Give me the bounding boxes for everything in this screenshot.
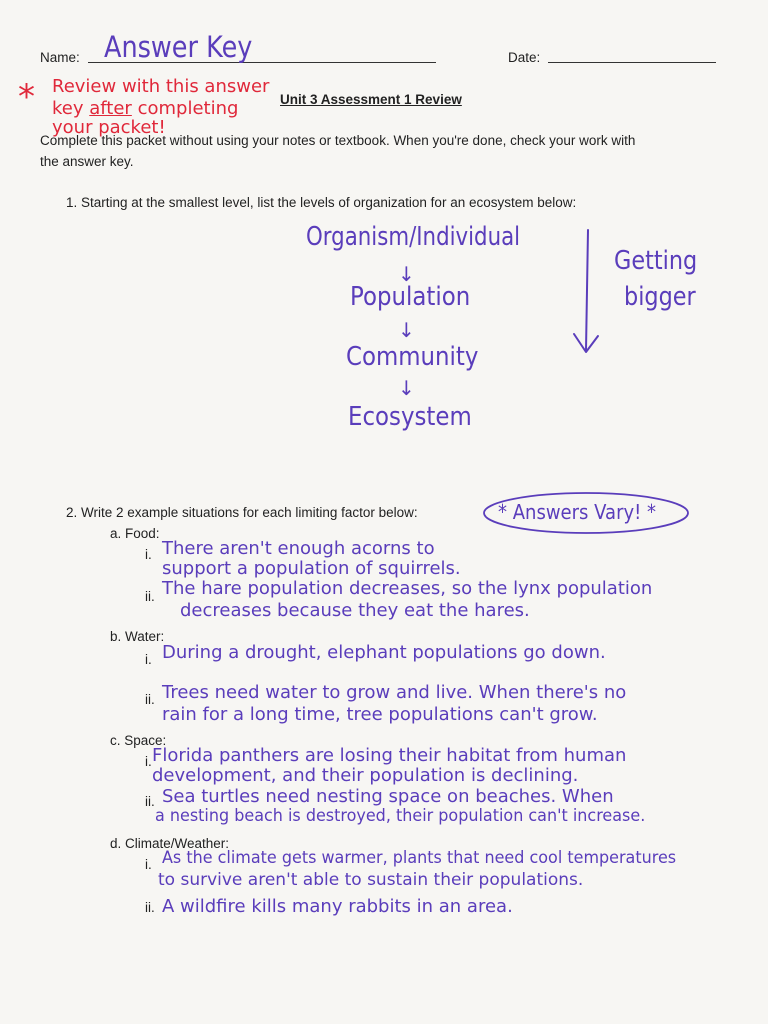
name-answer: Answer Key bbox=[104, 30, 253, 64]
answer-number: ii. bbox=[145, 900, 155, 915]
bigger-note: bigger bbox=[624, 282, 696, 312]
answer-number: i. bbox=[145, 857, 152, 872]
food-answer-2-line-2: decreases because they eat the hares. bbox=[180, 600, 530, 621]
food-answer-1-line-2: support a population of squirrels. bbox=[162, 558, 461, 579]
note-line-3: your packet! bbox=[52, 117, 166, 138]
note-after: after bbox=[89, 98, 132, 119]
q1-prompt: 1. Starting at the smallest level, list the levels of organization for an ecosystem below: bbox=[66, 195, 577, 210]
date-underline bbox=[548, 62, 716, 63]
instructions-line-2: the answer key. bbox=[40, 154, 134, 169]
arrow-down-icon: ↓ bbox=[398, 376, 415, 400]
space-answer-1-line-2: development, and their population is declining. bbox=[152, 765, 579, 786]
note-line-2 bbox=[52, 98, 238, 119]
water-answer-1-line-1: During a drought, elephant populations go down. bbox=[162, 642, 606, 663]
note-completing: completing bbox=[137, 98, 239, 119]
answer-number: ii. bbox=[145, 589, 155, 604]
answer-number: i. bbox=[145, 547, 152, 562]
climate-answer-1-line-1: As the climate gets warmer, plants that need cool temperatures bbox=[162, 848, 677, 868]
answer-number: i. bbox=[145, 652, 152, 667]
food-answer-2-line-1: The hare population decreases, so the lynx population bbox=[162, 578, 653, 599]
instructions-line-1: Complete this packet without using your notes or textbook. When you're done, check your work with bbox=[40, 133, 636, 148]
note-key: key bbox=[52, 98, 84, 119]
name-label: Name: bbox=[40, 50, 80, 65]
q2-prompt: 2. Write 2 example situations for each limiting factor below: bbox=[66, 505, 418, 520]
long-arrow-down-icon bbox=[566, 226, 606, 358]
food-answer-1-line-1: There aren't enough acorns to bbox=[162, 538, 435, 559]
arrow-down-icon: ↓ bbox=[398, 262, 415, 286]
level-ecosystem: Ecosystem bbox=[348, 402, 472, 432]
factor-water-label: b. Water: bbox=[110, 629, 165, 644]
note-line-1: Review with this answer bbox=[52, 76, 270, 97]
space-answer-2-line-2: a nesting beach is destroyed, their population can't increase. bbox=[155, 806, 646, 826]
level-population: Population bbox=[350, 282, 471, 312]
answer-number: ii. bbox=[145, 692, 155, 707]
page-title: Unit 3 Assessment 1 Review bbox=[280, 92, 462, 107]
factor-food-label: a. Food: bbox=[110, 526, 160, 541]
water-answer-2-line-1: Trees need water to grow and live. When there's no bbox=[162, 682, 627, 703]
note-asterisk: * bbox=[18, 77, 35, 117]
factor-climate-label: d. Climate/Weather: bbox=[110, 836, 230, 851]
climate-answer-2-line-1: A wildfire kills many rabbits in an area. bbox=[162, 896, 513, 917]
level-organism: Organism/Individual bbox=[306, 222, 521, 252]
getting-note: Getting bbox=[614, 246, 698, 276]
climate-answer-1-line-2: to survive aren't able to sustain their populations. bbox=[158, 870, 584, 890]
space-answer-1-line-1: Florida panthers are losing their habitat from human bbox=[152, 745, 627, 766]
level-community: Community bbox=[346, 342, 479, 372]
answers-vary-text: * Answers Vary! * bbox=[498, 500, 657, 524]
arrow-down-icon: ↓ bbox=[398, 318, 415, 342]
date-label: Date: bbox=[508, 50, 541, 65]
answer-number: ii. bbox=[145, 794, 155, 809]
answer-number: i. bbox=[145, 754, 152, 769]
water-answer-2-line-2: rain for a long time, tree populations can't grow. bbox=[162, 704, 598, 725]
factor-space-label: c. Space: bbox=[110, 733, 167, 748]
space-answer-2-line-1: Sea turtles need nesting space on beaches. When bbox=[162, 786, 614, 807]
